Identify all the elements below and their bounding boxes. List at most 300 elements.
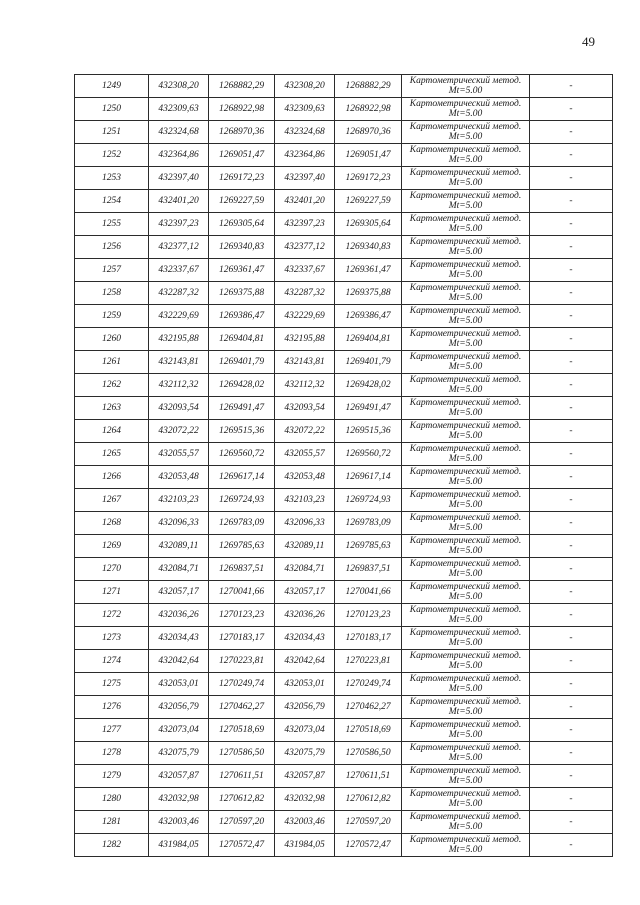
method-cell [402, 259, 530, 282]
accuracy-text: Mt=5.00 [448, 523, 483, 533]
note-cell: - [530, 535, 613, 558]
point-number-cell: 1266 [75, 466, 149, 489]
method-text: Картометрический метод. [409, 812, 522, 822]
method-text: Картометрический метод. [409, 329, 522, 339]
y-coordinate-new-cell: 1270183,17 [335, 627, 402, 650]
accuracy-text: Mt=5.00 [448, 730, 483, 740]
x-coordinate-new-cell: 432377,12 [275, 236, 335, 259]
y-coordinate-cell: 1270612,82 [209, 788, 275, 811]
table-row [75, 121, 613, 144]
x-coordinate-new-cell: 432229,69 [275, 305, 335, 328]
y-coordinate-new-cell: 1269386,47 [335, 305, 402, 328]
accuracy-text: Mt=5.00 [448, 201, 483, 211]
y-coordinate-new-cell: 1270249,74 [335, 673, 402, 696]
method-cell [402, 98, 530, 121]
y-coordinate-new-cell: 1269172,23 [335, 167, 402, 190]
x-coordinate-cell: 432084,71 [149, 558, 209, 581]
x-coordinate-new-cell: 432096,33 [275, 512, 335, 535]
y-coordinate-cell: 1269172,23 [209, 167, 275, 190]
point-number-cell: 1280 [75, 788, 149, 811]
note-cell: - [530, 765, 613, 788]
point-number-cell: 1279 [75, 765, 149, 788]
x-coordinate-new-cell: 432055,57 [275, 443, 335, 466]
y-coordinate-cell: 1270611,51 [209, 765, 275, 788]
accuracy-text: Mt=5.00 [448, 224, 483, 234]
y-coordinate-new-cell: 1269404,81 [335, 328, 402, 351]
method-text: Картометрический метод. [409, 835, 522, 845]
method-cell [402, 397, 530, 420]
y-coordinate-cell: 1269491,47 [209, 397, 275, 420]
point-number-cell: 1265 [75, 443, 149, 466]
y-coordinate-new-cell: 1270611,51 [335, 765, 402, 788]
y-coordinate-new-cell: 1269401,79 [335, 351, 402, 374]
accuracy-text: Mt=5.00 [448, 109, 483, 119]
note-cell: - [530, 397, 613, 420]
y-coordinate-cell: 1270597,20 [209, 811, 275, 834]
method-cell [402, 742, 530, 765]
method-text: Картометрический метод. [409, 145, 522, 155]
method-text: Картометрический метод. [409, 375, 522, 385]
accuracy-text: Mt=5.00 [448, 362, 483, 372]
accuracy-text: Mt=5.00 [448, 592, 483, 602]
y-coordinate-new-cell: 1269785,63 [335, 535, 402, 558]
table-row [75, 535, 613, 558]
table-row [75, 167, 613, 190]
x-coordinate-new-cell: 432093,54 [275, 397, 335, 420]
x-coordinate-cell: 432096,33 [149, 512, 209, 535]
method-cell [402, 282, 530, 305]
method-cell [402, 788, 530, 811]
y-coordinate-cell: 1269340,83 [209, 236, 275, 259]
y-coordinate-cell: 1269428,02 [209, 374, 275, 397]
method-cell [402, 719, 530, 742]
table-row [75, 788, 613, 811]
accuracy-text: Mt=5.00 [448, 707, 483, 717]
note-cell: - [530, 213, 613, 236]
accuracy-text: Mt=5.00 [448, 477, 483, 487]
note-cell: - [530, 351, 613, 374]
y-coordinate-new-cell: 1269428,02 [335, 374, 402, 397]
method-cell [402, 535, 530, 558]
method-cell [402, 489, 530, 512]
method-cell [402, 604, 530, 627]
page-number: 49 [582, 34, 595, 49]
table-row [75, 236, 613, 259]
y-coordinate-new-cell: 1270612,82 [335, 788, 402, 811]
note-cell: - [530, 719, 613, 742]
y-coordinate-new-cell: 1270597,20 [335, 811, 402, 834]
point-number-cell: 1264 [75, 420, 149, 443]
x-coordinate-cell: 432034,43 [149, 627, 209, 650]
accuracy-text: Mt=5.00 [448, 753, 483, 763]
x-coordinate-new-cell: 432309,63 [275, 98, 335, 121]
note-cell: - [530, 581, 613, 604]
x-coordinate-new-cell: 432324,68 [275, 121, 335, 144]
method-text: Картометрический метод. [409, 536, 522, 546]
y-coordinate-new-cell: 1269724,93 [335, 489, 402, 512]
note-cell: - [530, 466, 613, 489]
y-coordinate-new-cell: 1268882,29 [335, 75, 402, 98]
y-coordinate-cell: 1270586,50 [209, 742, 275, 765]
table-row [75, 98, 613, 121]
method-text: Картометрический метод. [409, 513, 522, 523]
method-cell [402, 351, 530, 374]
y-coordinate-new-cell: 1268970,36 [335, 121, 402, 144]
point-number-cell: 1257 [75, 259, 149, 282]
y-coordinate-cell: 1270518,69 [209, 719, 275, 742]
accuracy-text: Mt=5.00 [448, 339, 483, 349]
note-cell: - [530, 167, 613, 190]
x-coordinate-new-cell: 432072,22 [275, 420, 335, 443]
x-coordinate-cell: 432093,54 [149, 397, 209, 420]
y-coordinate-cell: 1269227,59 [209, 190, 275, 213]
x-coordinate-cell: 432229,69 [149, 305, 209, 328]
y-coordinate-new-cell: 1270123,23 [335, 604, 402, 627]
x-coordinate-cell: 432337,67 [149, 259, 209, 282]
x-coordinate-cell: 432397,23 [149, 213, 209, 236]
x-coordinate-new-cell: 432308,20 [275, 75, 335, 98]
point-number-cell: 1250 [75, 98, 149, 121]
x-coordinate-cell: 432075,79 [149, 742, 209, 765]
method-text: Картометрический метод. [409, 467, 522, 477]
note-cell: - [530, 627, 613, 650]
y-coordinate-new-cell: 1270586,50 [335, 742, 402, 765]
method-cell [402, 558, 530, 581]
point-number-cell: 1251 [75, 121, 149, 144]
point-number-cell: 1261 [75, 351, 149, 374]
method-text: Картометрический метод. [409, 168, 522, 178]
x-coordinate-cell: 432377,12 [149, 236, 209, 259]
y-coordinate-cell: 1269361,47 [209, 259, 275, 282]
point-number-cell: 1271 [75, 581, 149, 604]
accuracy-text: Mt=5.00 [448, 661, 483, 671]
x-coordinate-cell: 432308,20 [149, 75, 209, 98]
y-coordinate-new-cell: 1269227,59 [335, 190, 402, 213]
y-coordinate-new-cell: 1269340,83 [335, 236, 402, 259]
note-cell: - [530, 834, 613, 857]
note-cell: - [530, 512, 613, 535]
x-coordinate-new-cell: 432057,87 [275, 765, 335, 788]
x-coordinate-new-cell: 432112,32 [275, 374, 335, 397]
accuracy-text: Mt=5.00 [448, 845, 483, 855]
x-coordinate-new-cell: 432397,40 [275, 167, 335, 190]
note-cell: - [530, 98, 613, 121]
x-coordinate-cell: 432089,11 [149, 535, 209, 558]
y-coordinate-cell: 1268922,98 [209, 98, 275, 121]
table-row [75, 650, 613, 673]
method-cell [402, 190, 530, 213]
x-coordinate-new-cell: 432036,26 [275, 604, 335, 627]
coordinates-table-body [75, 75, 613, 857]
method-cell [402, 75, 530, 98]
note-cell: - [530, 443, 613, 466]
method-text: Картометрический метод. [409, 674, 522, 684]
x-coordinate-cell: 432072,22 [149, 420, 209, 443]
accuracy-text: Mt=5.00 [448, 799, 483, 809]
table-row [75, 512, 613, 535]
y-coordinate-new-cell: 1270041,66 [335, 581, 402, 604]
x-coordinate-new-cell: 432053,01 [275, 673, 335, 696]
method-text: Картометрический метод. [409, 628, 522, 638]
accuracy-text: Mt=5.00 [448, 684, 483, 694]
y-coordinate-new-cell: 1270462,27 [335, 696, 402, 719]
method-cell [402, 213, 530, 236]
table-row [75, 443, 613, 466]
y-coordinate-new-cell: 1269837,51 [335, 558, 402, 581]
method-text: Картометрический метод. [409, 651, 522, 661]
y-coordinate-new-cell: 1269515,36 [335, 420, 402, 443]
point-number-cell: 1252 [75, 144, 149, 167]
point-number-cell: 1273 [75, 627, 149, 650]
x-coordinate-new-cell: 432057,17 [275, 581, 335, 604]
point-number-cell: 1272 [75, 604, 149, 627]
point-number-cell: 1269 [75, 535, 149, 558]
x-coordinate-new-cell: 432337,67 [275, 259, 335, 282]
y-coordinate-cell: 1269305,64 [209, 213, 275, 236]
y-coordinate-cell: 1268970,36 [209, 121, 275, 144]
y-coordinate-new-cell: 1269783,09 [335, 512, 402, 535]
note-cell: - [530, 420, 613, 443]
accuracy-text: Mt=5.00 [448, 316, 483, 326]
point-number-cell: 1260 [75, 328, 149, 351]
table-row [75, 144, 613, 167]
table-row [75, 282, 613, 305]
accuracy-text: Mt=5.00 [448, 178, 483, 188]
method-cell [402, 627, 530, 650]
accuracy-text: Mt=5.00 [448, 546, 483, 556]
accuracy-text: Mt=5.00 [448, 454, 483, 464]
note-cell: - [530, 75, 613, 98]
table-row [75, 696, 613, 719]
x-coordinate-cell: 432397,40 [149, 167, 209, 190]
method-text: Картометрический метод. [409, 421, 522, 431]
y-coordinate-new-cell: 1270518,69 [335, 719, 402, 742]
y-coordinate-cell: 1269401,79 [209, 351, 275, 374]
y-coordinate-cell: 1270223,81 [209, 650, 275, 673]
accuracy-text: Mt=5.00 [448, 569, 483, 579]
accuracy-text: Mt=5.00 [448, 132, 483, 142]
x-coordinate-new-cell: 432397,23 [275, 213, 335, 236]
method-cell [402, 305, 530, 328]
x-coordinate-new-cell: 432034,43 [275, 627, 335, 650]
x-coordinate-new-cell: 431984,05 [275, 834, 335, 857]
x-coordinate-new-cell: 432084,71 [275, 558, 335, 581]
point-number-cell: 1270 [75, 558, 149, 581]
note-cell: - [530, 742, 613, 765]
note-cell: - [530, 144, 613, 167]
method-cell [402, 443, 530, 466]
table-row [75, 673, 613, 696]
x-coordinate-cell: 432401,20 [149, 190, 209, 213]
note-cell: - [530, 788, 613, 811]
x-coordinate-cell: 432143,81 [149, 351, 209, 374]
y-coordinate-cell: 1269515,36 [209, 420, 275, 443]
x-coordinate-new-cell: 432089,11 [275, 535, 335, 558]
x-coordinate-new-cell: 432075,79 [275, 742, 335, 765]
accuracy-text: Mt=5.00 [448, 638, 483, 648]
y-coordinate-new-cell: 1269491,47 [335, 397, 402, 420]
accuracy-text: Mt=5.00 [448, 500, 483, 510]
accuracy-text: Mt=5.00 [448, 247, 483, 257]
x-coordinate-new-cell: 432103,23 [275, 489, 335, 512]
table-row [75, 765, 613, 788]
point-number-cell: 1267 [75, 489, 149, 512]
x-coordinate-cell: 432195,88 [149, 328, 209, 351]
note-cell: - [530, 121, 613, 144]
method-cell [402, 673, 530, 696]
point-number-cell: 1255 [75, 213, 149, 236]
y-coordinate-cell: 1269051,47 [209, 144, 275, 167]
point-number-cell: 1254 [75, 190, 149, 213]
table-row [75, 811, 613, 834]
y-coordinate-cell: 1270572,47 [209, 834, 275, 857]
table-row [75, 627, 613, 650]
table-row [75, 581, 613, 604]
x-coordinate-new-cell: 432073,04 [275, 719, 335, 742]
y-coordinate-new-cell: 1269305,64 [335, 213, 402, 236]
accuracy-text: Mt=5.00 [448, 615, 483, 625]
y-coordinate-new-cell: 1270572,47 [335, 834, 402, 857]
point-number-cell: 1276 [75, 696, 149, 719]
method-text: Картометрический метод. [409, 789, 522, 799]
x-coordinate-cell: 432042,64 [149, 650, 209, 673]
method-cell [402, 650, 530, 673]
method-text: Картометрический метод. [409, 697, 522, 707]
coordinates-table [74, 74, 613, 857]
y-coordinate-cell: 1269386,47 [209, 305, 275, 328]
note-cell: - [530, 305, 613, 328]
method-cell [402, 328, 530, 351]
y-coordinate-cell: 1269837,51 [209, 558, 275, 581]
x-coordinate-new-cell: 432053,48 [275, 466, 335, 489]
y-coordinate-cell: 1270249,74 [209, 673, 275, 696]
point-number-cell: 1282 [75, 834, 149, 857]
point-number-cell: 1281 [75, 811, 149, 834]
accuracy-text: Mt=5.00 [448, 86, 483, 96]
y-coordinate-new-cell: 1268922,98 [335, 98, 402, 121]
method-text: Картометрический метод. [409, 605, 522, 615]
note-cell: - [530, 190, 613, 213]
x-coordinate-cell: 432032,98 [149, 788, 209, 811]
method-text: Картометрический метод. [409, 237, 522, 247]
note-cell: - [530, 282, 613, 305]
point-number-cell: 1275 [75, 673, 149, 696]
y-coordinate-new-cell: 1269560,72 [335, 443, 402, 466]
point-number-cell: 1268 [75, 512, 149, 535]
point-number-cell: 1277 [75, 719, 149, 742]
x-coordinate-cell: 432003,46 [149, 811, 209, 834]
table-row [75, 75, 613, 98]
note-cell: - [530, 259, 613, 282]
method-text: Картометрический метод. [409, 559, 522, 569]
x-coordinate-cell: 432309,63 [149, 98, 209, 121]
method-text: Картометрический метод. [409, 191, 522, 201]
point-number-cell: 1274 [75, 650, 149, 673]
x-coordinate-cell: 432324,68 [149, 121, 209, 144]
point-number-cell: 1258 [75, 282, 149, 305]
method-text: Картометрический метод. [409, 283, 522, 293]
table-row [75, 420, 613, 443]
accuracy-text: Mt=5.00 [448, 293, 483, 303]
table-row [75, 834, 613, 857]
method-cell [402, 236, 530, 259]
table-row [75, 190, 613, 213]
table-row [75, 742, 613, 765]
method-cell [402, 121, 530, 144]
method-cell [402, 696, 530, 719]
note-cell: - [530, 328, 613, 351]
method-cell [402, 512, 530, 535]
method-text: Картометрический метод. [409, 76, 522, 86]
method-cell [402, 765, 530, 788]
accuracy-text: Mt=5.00 [448, 155, 483, 165]
y-coordinate-cell: 1268882,29 [209, 75, 275, 98]
x-coordinate-cell: 432036,26 [149, 604, 209, 627]
table-row [75, 466, 613, 489]
method-cell [402, 581, 530, 604]
y-coordinate-new-cell: 1269361,47 [335, 259, 402, 282]
x-coordinate-new-cell: 432143,81 [275, 351, 335, 374]
table-row [75, 305, 613, 328]
note-cell: - [530, 811, 613, 834]
y-coordinate-cell: 1269375,88 [209, 282, 275, 305]
y-coordinate-cell: 1270041,66 [209, 581, 275, 604]
note-cell: - [530, 650, 613, 673]
table-row [75, 558, 613, 581]
x-coordinate-new-cell: 432401,20 [275, 190, 335, 213]
accuracy-text: Mt=5.00 [448, 822, 483, 832]
y-coordinate-cell: 1270462,27 [209, 696, 275, 719]
table-row [75, 259, 613, 282]
method-cell [402, 466, 530, 489]
accuracy-text: Mt=5.00 [448, 408, 483, 418]
method-text: Картометрический метод. [409, 490, 522, 500]
y-coordinate-cell: 1269783,09 [209, 512, 275, 535]
y-coordinate-cell: 1270123,23 [209, 604, 275, 627]
accuracy-text: Mt=5.00 [448, 385, 483, 395]
x-coordinate-cell: 432103,23 [149, 489, 209, 512]
method-text: Картометрический метод. [409, 214, 522, 224]
x-coordinate-cell: 432057,17 [149, 581, 209, 604]
y-coordinate-new-cell: 1269617,14 [335, 466, 402, 489]
x-coordinate-cell: 432073,04 [149, 719, 209, 742]
y-coordinate-cell: 1269404,81 [209, 328, 275, 351]
method-cell [402, 420, 530, 443]
note-cell: - [530, 236, 613, 259]
x-coordinate-cell: 432053,48 [149, 466, 209, 489]
x-coordinate-new-cell: 432032,98 [275, 788, 335, 811]
y-coordinate-cell: 1270183,17 [209, 627, 275, 650]
x-coordinate-cell: 432287,32 [149, 282, 209, 305]
method-text: Картометрический метод. [409, 743, 522, 753]
x-coordinate-cell: 432057,87 [149, 765, 209, 788]
x-coordinate-cell: 432112,32 [149, 374, 209, 397]
method-text: Картометрический метод. [409, 122, 522, 132]
y-coordinate-cell: 1269560,72 [209, 443, 275, 466]
method-cell [402, 811, 530, 834]
method-text: Картометрический метод. [409, 720, 522, 730]
point-number-cell: 1263 [75, 397, 149, 420]
point-number-cell: 1249 [75, 75, 149, 98]
accuracy-text: Mt=5.00 [448, 431, 483, 441]
note-cell: - [530, 696, 613, 719]
note-cell: - [530, 489, 613, 512]
method-cell [402, 834, 530, 857]
method-text: Картометрический метод. [409, 306, 522, 316]
method-text: Картометрический метод. [409, 99, 522, 109]
method-text: Картометрический метод. [409, 352, 522, 362]
method-cell [402, 167, 530, 190]
